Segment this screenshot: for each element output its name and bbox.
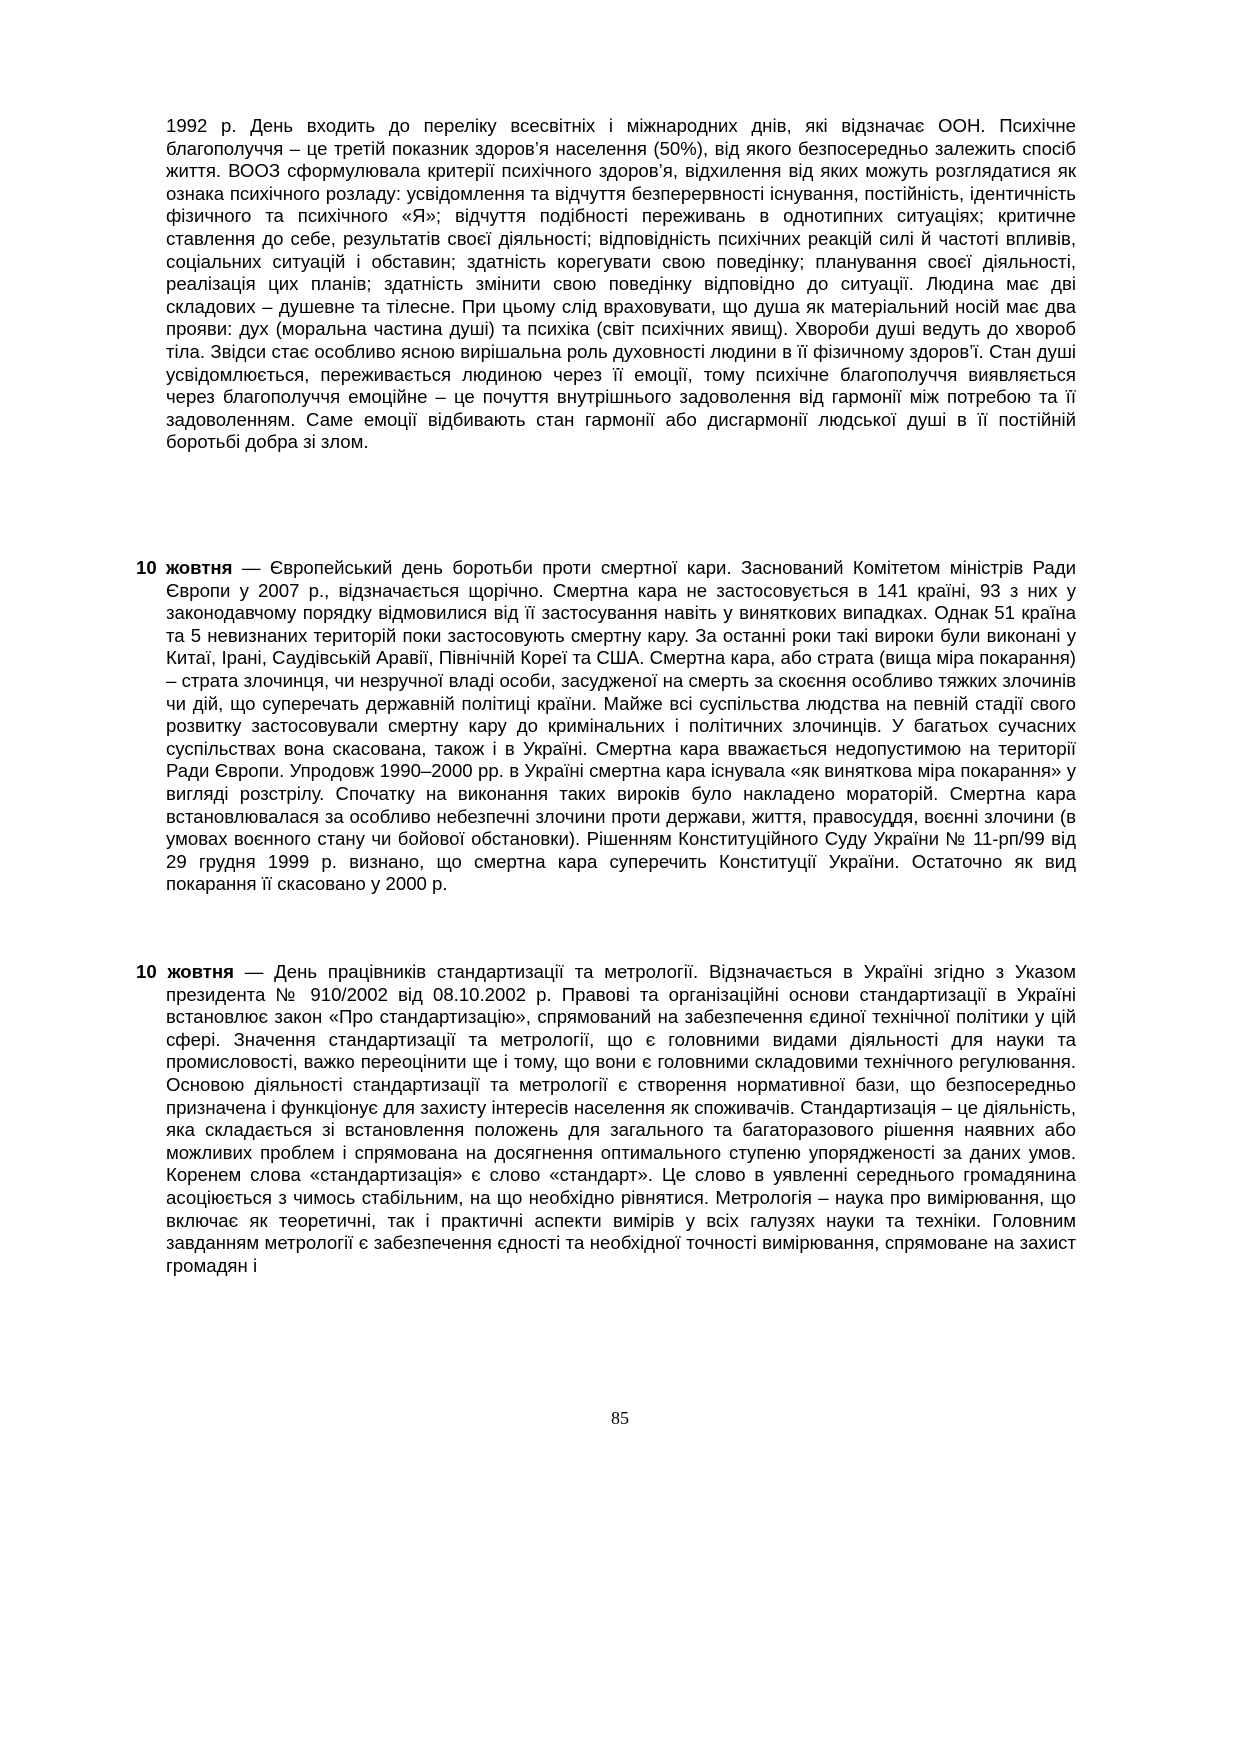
entry-text: — Європейський день боротьби проти смертної кари. Заснований Комітетом міністрів Ради Європи у 2007 р., відзначається щорічно. Смертна кара не застосовується в 141 країні, 93 з них у законодавчому порядку відмовилися від її застосування навіть у виняткових випадках. Однак 51 країна та 5 невизнаних територій поки застосовують смертну кару. За останні роки такі вироки були виконані у Китаї, Ірані, Саудівській Аравії, Північній Кореї та США. Смертна кара, або страта (вища міра покарання) – страта злочинця, чи незручної владі особи, засудженої на смерть за скоєння особливо тяжких злочинів чи дій, що суперечать державній політиці країни. Майже всі суспільства людства на певній стадії свого розвитку застосовували смертну кару до кримінальних і політичних злочинців. У багатьох сучасних суспільствах вона скасована, також і в Україні. Смертна кара вважається недопустимою на території Ради Європи. Упродовж 1990–2000 рр. в Україні смертна кара існувала «як виняткова міра покарання» у вигляді розстрілу. Спочатку на виконання таких вироків було накладено мораторій. Смертна кара встановлювалася за особливо небезпечні злочини проти держави, життя, правосуддя, воєнні злочини (в умовах воєнного стану чи бойової обстановки). Рішенням Конституційного Суду України № 11-рп/99 від 29 грудня 1999 р. визнано, що смертна кара суперечить Конституції України. Остаточно як вид покарання її скасовано у 2000 р. — [166, 557, 1076, 895]
entry-date: 10 жовтня — [136, 961, 234, 982]
entry-european-day-against-death-penalty — [136, 557, 1076, 896]
entry-standardization-metrology-day — [136, 961, 1076, 1277]
entry-paragraph — [136, 961, 1076, 1277]
continuation-paragraph: 1992 р. День входить до переліку всесвітніх і міжнародних днів, які відзначає ООН. Психічне благополуччя – це третій показник здоров’я населення (50%), від якого безпосередньо залежить спосіб життя. ВООЗ сформулювала критерії психічного здоров’я, відхилення від яких можуть розглядатися як ознака психічного розладу: усвідомлення та відчуття безперервності існування, постійність, ідентичність фізичного та психічного «Я»; відчуття подібності переживань в однотипних ситуаціях; критичне ставлення до себе, результатів своєї діяльності; відповідність психічних реакцій силі й частоті впливів, соціальних ситуацій і обставин; здатність корегувати свою поведінку; планування своєї діяльності, реалізація цих планів; здатність змінити свою поведінку відповідно до ситуації. Людина має дві складових – душевне та тілесне. При цьому слід враховувати, що душа як матеріальний носій має два прояви: дух (моральна частина душі) та психіка (світ психічних явищ). Хвороби душі ведуть до хвороб тіла. Звідси стає особливо ясною вирішальна роль духовності людини в її фізичному здоров’ї. Стан душі усвідомлюється, переживається людиною через її емоції, тому психічне благополуччя виявляється через благополуччя емоційне – це почуття внутрішнього задоволення від гармонії між потребою та її задоволенням. Саме емоції відбивають стан гармонії або дисгармонії людської душі в її постійній боротьбі добра зі злом. — [166, 115, 1076, 453]
entry-text: — День працівників стандартизації та метрології. Відзначається в Україні згідно з Указом президента № 910/2002 від 08.10.2002 р. Правові та організаційні основи стандартизації в Україні встановлює закон «Про стандартизацію», спрямований на забезпечення єдиної технічної політики у цій сфері. Значення стандартизації та метрології, що є головними видами діяльності для науки та промисловості, важко переоцінити ще і тому, що вони є головними складовими технічного регулювання. Основою діяльності стандартизації та метрології є створення нормативної бази, що безпосередньо призначена і функціонує для захисту інтересів населення як споживачів. Стандартизація – це діяльність, яка складається зі встановлення положень для загального та багаторазового рішення наявних або можливих проблем і спрямована на досягнення оптимального ступеню упорядженості за даних умов. Коренем слова «стандартизація» є слово «стандарт». Це слово в уявленні середнього громадянина асоціюється з чимось стабільним, на що необхідно рівнятися. Метрологія – наука про вимірювання, що включає як теоретичні, так і практичні аспекти вимірів у всіх галузях науки та техніки. Головним завданням метрології є забезпечення єдності та необхідної точності вимірювання, спрямоване на захист громадян і — [166, 961, 1077, 1276]
entry-date: 10 жовтня — [136, 557, 233, 578]
page-number: 85 — [611, 1408, 629, 1428]
entry-paragraph — [136, 557, 1076, 896]
